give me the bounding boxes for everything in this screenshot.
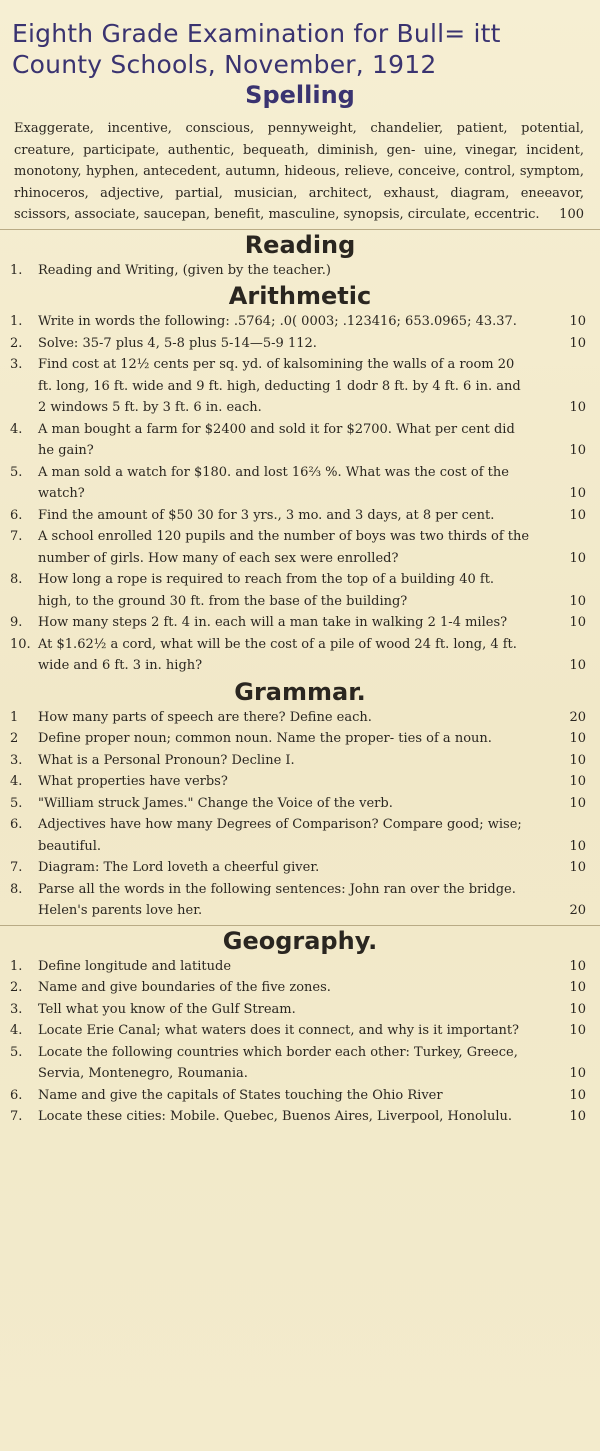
question-row (8, 814, 590, 857)
question-text: "William struck James." Change the Voice of the verb. (38, 795, 393, 811)
question-text: How many steps 2 ft. 4 in. each will a man take in walking 2 1-4 miles? (38, 615, 508, 630)
question-row (8, 728, 590, 750)
question-text: Locate the following countries which border each other: Turkey, Greece, Servia, Montenegro, Roumania. (38, 1044, 518, 1081)
question-row (8, 707, 590, 729)
exam-title: Eighth Grade Examination for Bull= itt County Schools, November, 1912 (12, 19, 501, 79)
question-row (8, 505, 590, 527)
question-row (8, 857, 590, 879)
question-score: 10 (569, 1109, 586, 1124)
question-score: 10 (569, 980, 586, 995)
question-row (8, 462, 590, 505)
question-text: Diagram: The Lord loveth a cheerful giver. (38, 860, 320, 875)
question-text: What properties have verbs? (38, 774, 228, 789)
question-row (8, 612, 590, 634)
question-row (8, 569, 590, 612)
question-number: 6. (10, 817, 23, 832)
question-number: 5. (10, 795, 23, 811)
question-number: 9. (10, 615, 23, 630)
question-text: Name and give boundaries of the five zones. (38, 980, 331, 995)
section-heading-geography: Geography. (222, 926, 378, 955)
question-text: A man sold a watch for $180. and lost 16⅔ %. What was the cost of the watch? (38, 464, 509, 501)
question-text: Name and give the capitals of States touching the Ohio River (38, 1087, 443, 1103)
question-row (8, 1020, 590, 1042)
question-row (8, 879, 590, 922)
spelling-word-list (14, 118, 584, 226)
question-row (8, 419, 590, 462)
spelling-words: Exaggerate, incentive, conscious, pennyweight, chandelier, patient, potential, creature, participate, authentic, bequeath, diminish, gen- uine, vinegar, incident, monotony, hyphen, antecedent, autumn, hideous, relieve, conceive, control, symptom, rhinoceros, adjective, partial, musician, architect, exhaust, diagram, eneeavor, scissors, associate, saucepan, benefit, masculine, synopsis, circulate, eccentric. (14, 121, 584, 222)
section-heading-grammar: Grammar. (234, 677, 366, 706)
grammar-questions (0, 707, 600, 922)
question-number: 3. (10, 1001, 23, 1017)
question-row (8, 333, 590, 355)
question-score: 10 (569, 752, 586, 768)
question-number: 8. (10, 881, 23, 897)
question-score: 10 (569, 1023, 586, 1038)
question-text: Find cost at 12½ cents per sq. yd. of kalsomining the walls of a room 20 ft. long, 16 ft. wide and 9 ft. high, deducting 1 dodr 8 ft. by 4 ft. 6 in. and 2 windows 5 ft. by 3 ft. 6 in. each. (38, 357, 521, 415)
question-row (8, 1042, 590, 1085)
question-score: 10 (569, 658, 586, 673)
question-score: 10 (569, 1087, 586, 1103)
question-number: 2. (10, 335, 23, 351)
question-number: 6. (10, 1087, 23, 1103)
question-score: 10 (569, 443, 586, 458)
question-row (8, 260, 590, 282)
question-score: 10 (569, 958, 586, 974)
question-number: 10. (10, 636, 31, 652)
question-number: 1. (10, 262, 23, 278)
question-number: 5. (10, 1044, 23, 1060)
question-score: 10 (569, 486, 586, 501)
question-number: 3. (10, 357, 23, 372)
question-row (8, 634, 590, 677)
question-number: 4. (10, 421, 23, 437)
question-row (8, 526, 590, 569)
question-text: Write in words the following: .5764; .0( 0003; .123416; 653.0965; 43.37. (38, 314, 517, 329)
arithmetic-questions (0, 311, 600, 677)
question-text: Adjectives have how many Degrees of Comparison? Compare good; wise; beautiful. (38, 817, 522, 854)
question-score: 20 (569, 709, 586, 725)
question-score: 10 (569, 314, 586, 329)
question-row (8, 311, 590, 333)
question-row (8, 999, 590, 1021)
question-text: How many parts of speech are there? Define each. (38, 709, 372, 725)
question-text: Parse all the words in the following sentences: John ran over the bridge. Helen's parents love her. (38, 881, 516, 918)
question-number: 7. (10, 860, 23, 875)
question-text: Locate Erie Canal; what waters does it connect, and why is it important? (38, 1023, 520, 1038)
question-row (8, 750, 590, 772)
question-number: 1. (10, 314, 23, 329)
question-score: 10 (569, 615, 586, 630)
question-score: 10 (569, 400, 586, 415)
question-text: Solve: 35-7 plus 4, 5-8 plus 5-14—5-9 112. (38, 335, 317, 351)
question-text: Locate these cities: Mobile. Quebec, Buenos Aires, Liverpool, Honolulu. (38, 1109, 513, 1124)
question-text: At $1.62½ a cord, what will be the cost of a pile of wood 24 ft. long, 4 ft. wide and 6 ft. 3 in. high? (38, 636, 517, 673)
question-score: 10 (569, 1001, 586, 1017)
question-number: 4. (10, 774, 23, 789)
geography-questions (0, 956, 600, 1128)
spelling-score: 100 (559, 207, 584, 222)
section-heading-spelling: Spelling (245, 81, 355, 109)
question-number: 3. (10, 752, 23, 768)
question-row (8, 771, 590, 793)
question-score: 10 (569, 550, 586, 566)
question-text: Tell what you know of the Gulf Stream. (38, 1001, 296, 1017)
question-number: 6. (10, 507, 23, 523)
question-text: Find the amount of $50 30 for 3 yrs., 3 mo. and 3 days, at 8 per cent. (38, 507, 495, 523)
question-row (8, 793, 590, 815)
question-number: 7. (10, 529, 23, 544)
question-number: 2. (10, 980, 23, 995)
question-row (8, 956, 590, 978)
question-text: Reading and Writing, (given by the teacher.) (38, 262, 331, 278)
question-score: 10 (569, 593, 586, 609)
question-score: 10 (569, 860, 586, 875)
question-row (8, 977, 590, 999)
question-row (8, 354, 590, 419)
question-number: 5. (10, 464, 23, 480)
question-text: What is a Personal Pronoun? Decline I. (38, 752, 295, 768)
question-number: 4. (10, 1023, 23, 1038)
section-heading-reading: Reading (244, 230, 356, 259)
question-text: A school enrolled 120 pupils and the number of boys was two thirds of the number of girls. How many of each sex were enrolled? (38, 529, 530, 566)
question-number: 1. (10, 958, 23, 974)
question-row (8, 1106, 590, 1128)
question-score: 10 (569, 1066, 586, 1081)
question-number: 8. (10, 572, 23, 587)
question-score: 10 (569, 335, 586, 351)
question-number: 7. (10, 1109, 23, 1124)
question-score: 10 (569, 774, 586, 789)
question-score: 10 (569, 507, 586, 523)
question-score: 10 (569, 838, 586, 854)
question-number: 1 (10, 709, 19, 725)
question-score: 10 (569, 795, 586, 811)
reading-questions (0, 260, 600, 282)
section-heading-arithmetic: Arithmetic (228, 282, 372, 310)
question-text: A man bought a farm for $2400 and sold it for $2700. What per cent did he gain? (38, 421, 515, 458)
question-score: 10 (569, 731, 586, 746)
question-row (8, 1085, 590, 1107)
question-number: 2 (10, 731, 19, 746)
question-score: 20 (569, 903, 586, 918)
question-text: Define longitude and latitude (38, 958, 232, 974)
question-text: Define proper noun; common noun. Name the proper- ties of a noun. (38, 731, 492, 746)
question-text: How long a rope is required to reach from the top of a building 40 ft. high, to the ground 30 ft. from the base of the building? (38, 572, 495, 609)
